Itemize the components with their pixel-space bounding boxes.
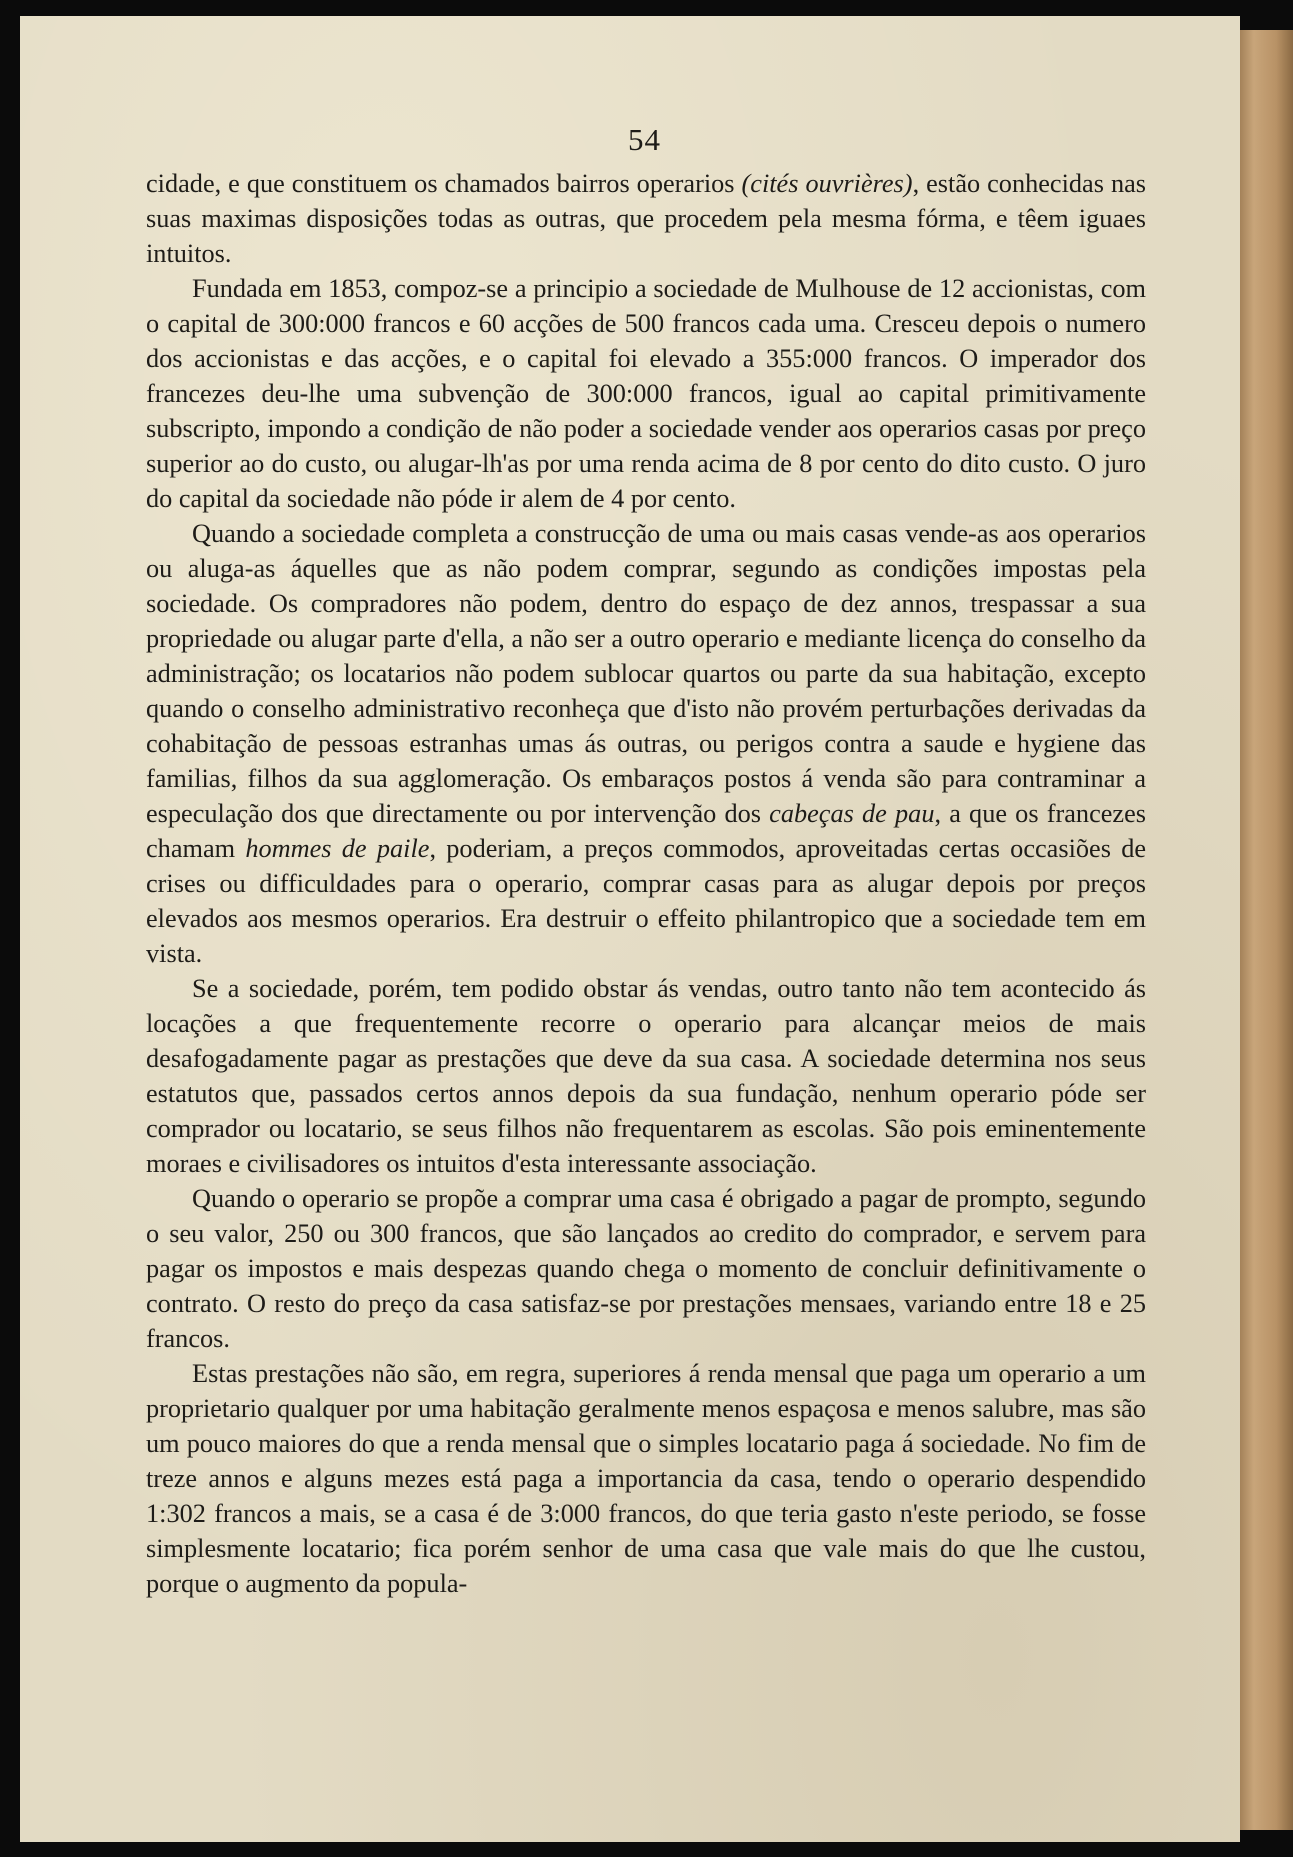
text-segment: , a que os francezes chamam [146,799,1146,863]
text-segment: Se a sociedade, porém, tem podido obstar ás vendas, outro tanto não tem acontecido ás locações a que frequentemente recorre o operario para alcançar meios de mais desafogadamente pagar as prestações que deve da sua casa. A sociedade determina nos seus estatutos que, passados certos annos depois da sua fundação, nenhum operario póde ser comprador ou locatario, se seus filhos não frequentarem as escolas. São pois eminentemente moraes e civilisadores os intuitos d'esta interessante associação. [146,974,1146,1178]
italic-text: hommes de paile [245,834,430,863]
text-segment: Quando a sociedade completa a construcção de uma ou mais casas vende-as aos operarios ou aluga-as áquelles que as não podem comprar, segundo as condições impostas pela sociedade. Os compradores não podem, dentro do espaço de dez annos, trespassar a sua propriedade ou alugar parte d'ella, a não ser a outro operario e mediante licença do conselho da administração; os locatarios não podem sublocar quartos ou parte da sua habitação, excepto quando o conselho administrativo reconheça que d'isto não provém perturbações derivadas da cohabitação de pessoas estranhas umas ás outras, ou perigos contra a saude e hygiene das familias, filhos da sua agglomeração. Os embaraços postos á venda são para contraminar a especulação dos que directamente ou por intervenção dos [146,519,1146,828]
text-segment: , estão conhecidas nas suas maximas disposições todas as outras, que procedem pela mesma fórma, e têem iguaes intuitos. [146,169,1146,268]
paragraph [146,971,1146,1181]
text-segment: Fundada em 1853, compoz-se a principio a sociedade de Mulhouse de 12 accionistas, com o capital de 300:000 francos e 60 acções de 500 francos cada uma. Cresceu depois o numero dos accionistas e das acções, e o capital foi elevado a 355:000 francos. O imperador dos francezes deu-lhe uma subvenção de 300:000 francos, igual ao capital primitivamente subscripto, impondo a condição de não poder a sociedade vender aos operarios casas por preço superior ao do custo, ou alugar-lh'as por uma renda acima de 8 por cento do dito custo. O juro do capital da sociedade não póde ir alem de 4 por cento. [146,274,1146,513]
paragraph [146,1181,1146,1356]
page-number: 54 [628,122,661,157]
paragraph [146,516,1146,971]
text-segment: , poderiam, a preços commodos, aproveitadas certas occasiões de crises ou difficuldades para o operario, comprar casas para as alugar depois por preços elevados aos mesmos operarios. Era destruir o effeito philantropico que a sociedade tem em vista. [146,834,1147,968]
paragraph [146,1356,1146,1601]
paragraph [146,271,1146,516]
text-segment: Quando o operario se propõe a comprar uma casa é obrigado a pagar de prompto, segundo o seu valor, 250 ou 300 francos, que são lançados ao credito do comprador, e servem para pagar os impostos e mais despezas quando chega o momento de concluir definitivamente o contrato. O resto do preço da casa satisfaz-se por prestações mensaes, variando entre 18 e 25 francos. [146,1184,1146,1353]
italic-text: cabeças de pau [769,799,935,828]
text-segment: Estas prestações não são, em regra, superiores á renda mensal que paga um operario a um proprietario qualquer por uma habitação geralmente menos espaçosa e menos salubre, mas são um pouco maiores do que a renda mensal que o simples locatario paga á sociedade. No fim de treze annos e alguns mezes está paga a importancia da casa, tendo o operario despendido 1:302 francos a mais, se a casa é de 3:000 francos, do que teria gasto n'este periodo, se fosse simplesmente locatario; fica porém senhor de uma casa que vale mais do que lhe custou, porque o augmento da popula- [146,1359,1146,1598]
next-page-edge [1237,30,1293,1830]
italic-text: (cités ouvrières) [741,169,913,198]
paragraph [146,166,1146,271]
body-text [146,166,1146,1601]
text-segment: cidade, e que constituem os chamados bairros operarios [146,169,742,198]
